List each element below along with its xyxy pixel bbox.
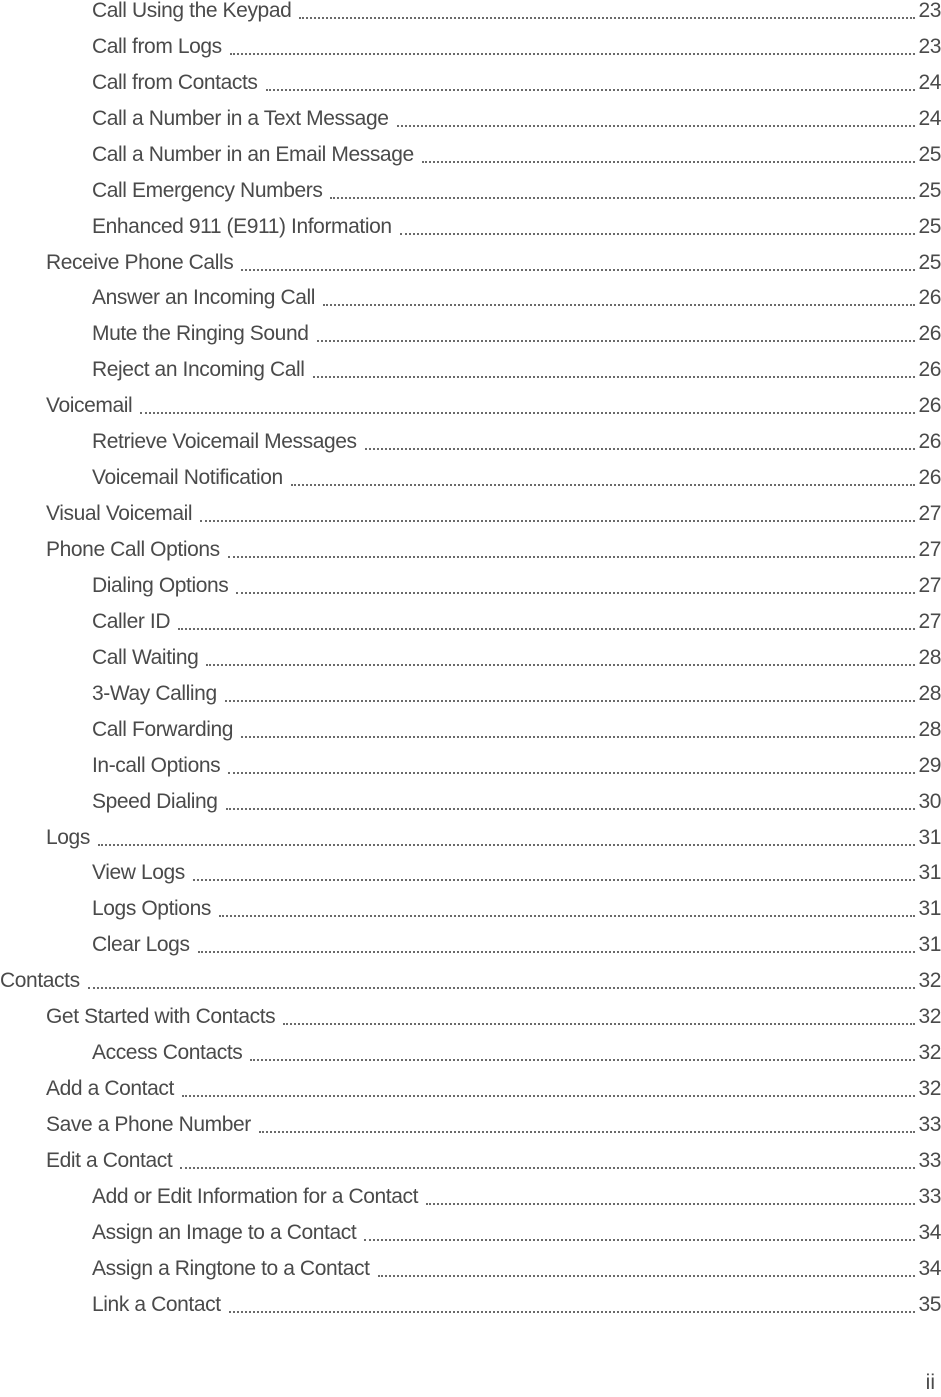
toc-dot-leader bbox=[236, 591, 915, 594]
toc-entry-title[interactable]: Contacts bbox=[0, 969, 80, 993]
toc-entry-title[interactable]: Voicemail bbox=[46, 394, 133, 418]
toc-dot-leader bbox=[426, 1202, 915, 1205]
toc-entry-title[interactable]: Speed Dialing bbox=[92, 789, 218, 813]
toc-entry[interactable] bbox=[0, 568, 941, 604]
toc-page-number[interactable]: 31 bbox=[918, 825, 941, 849]
toc-page-number[interactable]: 33 bbox=[918, 1184, 941, 1208]
toc-entry[interactable] bbox=[0, 65, 941, 101]
toc-entry[interactable] bbox=[0, 927, 941, 963]
toc-entry-title[interactable]: Call from Logs bbox=[92, 34, 222, 58]
toc-entry-title[interactable]: Link a Contact bbox=[92, 1292, 221, 1316]
toc-page-number[interactable]: 34 bbox=[918, 1220, 941, 1244]
toc-page-number[interactable]: 23 bbox=[918, 34, 941, 58]
toc-entry-title[interactable]: 3-Way Calling bbox=[92, 681, 217, 705]
toc-dot-leader bbox=[226, 807, 916, 810]
toc-page-number[interactable]: 32 bbox=[918, 1041, 941, 1065]
toc-page-number[interactable]: 27 bbox=[918, 609, 941, 633]
toc-entry[interactable] bbox=[0, 856, 941, 892]
toc-entry[interactable] bbox=[0, 1143, 941, 1179]
toc-entry-title[interactable]: Add or Edit Information for a Contact bbox=[92, 1184, 419, 1208]
toc-entry[interactable] bbox=[0, 388, 941, 424]
toc-entry[interactable] bbox=[0, 424, 941, 460]
toc-dot-leader bbox=[182, 1094, 916, 1097]
toc-dot-leader bbox=[228, 555, 916, 558]
toc-entry-title[interactable]: Call a Number in a Text Message bbox=[92, 106, 389, 130]
toc-page-number[interactable]: 25 bbox=[918, 214, 941, 238]
toc-page-number[interactable]: 30 bbox=[918, 789, 941, 813]
toc-dot-leader bbox=[180, 1166, 915, 1169]
toc-page-number[interactable]: 25 bbox=[918, 250, 941, 274]
toc-entry[interactable] bbox=[0, 891, 941, 927]
toc-dot-leader bbox=[330, 196, 915, 199]
toc-entry-title[interactable]: View Logs bbox=[92, 861, 185, 885]
toc-entry[interactable] bbox=[0, 29, 941, 65]
toc-entry-title[interactable]: Phone Call Options bbox=[46, 538, 220, 561]
toc-dot-leader bbox=[228, 771, 915, 774]
toc-page-number[interactable]: 25 bbox=[918, 142, 941, 166]
toc-entry[interactable] bbox=[0, 173, 941, 209]
toc-entry[interactable] bbox=[0, 460, 941, 496]
toc-dot-leader bbox=[365, 447, 916, 450]
toc-entry-title[interactable]: Voicemail Notification bbox=[92, 466, 283, 490]
toc-dot-leader bbox=[422, 160, 916, 163]
toc-entry-title[interactable]: Edit a Contact bbox=[46, 1148, 173, 1172]
toc-entry-title[interactable]: Call Waiting bbox=[92, 645, 199, 669]
toc-entry[interactable] bbox=[0, 245, 941, 281]
toc-entry[interactable] bbox=[0, 137, 941, 173]
toc-entry-title[interactable]: Assign a Ringtone to a Contact bbox=[92, 1256, 370, 1280]
toc-entry[interactable] bbox=[0, 604, 941, 640]
toc-dot-leader bbox=[193, 878, 916, 881]
toc-page-number[interactable]: 26 bbox=[918, 394, 941, 418]
toc-page-number[interactable]: 32 bbox=[918, 1005, 941, 1029]
toc-entry-title[interactable]: In-call Options bbox=[92, 753, 221, 777]
toc-page-number[interactable]: 26 bbox=[918, 430, 941, 454]
toc-entry-title[interactable]: Call Forwarding bbox=[92, 717, 234, 741]
toc-dot-leader bbox=[313, 375, 916, 378]
toc-dot-leader bbox=[241, 735, 915, 738]
toc-dot-leader bbox=[323, 303, 915, 306]
toc-page-number[interactable]: 33 bbox=[918, 1148, 941, 1172]
toc-entry[interactable] bbox=[0, 352, 941, 388]
toc-entry-title[interactable]: Call Emergency Numbers bbox=[92, 178, 323, 202]
toc-entry[interactable] bbox=[0, 532, 941, 568]
toc-entry-title[interactable]: Answer an Incoming Call bbox=[92, 286, 316, 310]
toc-entry[interactable] bbox=[0, 1215, 941, 1251]
toc-page-number[interactable]: 24 bbox=[918, 70, 941, 94]
toc-dot-leader bbox=[225, 699, 916, 702]
toc-dot-leader bbox=[317, 339, 916, 342]
toc-entry-title[interactable]: Caller ID bbox=[92, 609, 171, 633]
toc-entry-title[interactable]: Clear Logs bbox=[92, 933, 190, 957]
toc-page-number[interactable]: 23 bbox=[918, 0, 941, 22]
toc-entry-title[interactable]: Access Contacts bbox=[92, 1041, 243, 1065]
toc-entry-title[interactable]: Assign an Image to a Contact bbox=[92, 1220, 357, 1244]
toc-entry-title[interactable]: Call a Number in an Email Message bbox=[92, 142, 414, 166]
toc-entry[interactable] bbox=[0, 963, 941, 999]
toc-dot-leader bbox=[200, 519, 915, 522]
toc-page-number[interactable]: 32 bbox=[918, 1077, 941, 1101]
toc-page-number[interactable]: 27 bbox=[918, 573, 941, 597]
toc-entry[interactable] bbox=[0, 999, 941, 1035]
toc-page-number[interactable]: 26 bbox=[918, 322, 941, 346]
toc-entry-title[interactable]: Mute the Ringing Sound bbox=[92, 322, 309, 346]
toc-entry[interactable] bbox=[0, 1071, 941, 1107]
toc-dot-leader bbox=[206, 663, 915, 666]
toc-entry-title[interactable]: Add a Contact bbox=[46, 1077, 174, 1101]
toc-entry[interactable] bbox=[0, 1287, 941, 1323]
toc-dot-leader bbox=[98, 843, 915, 846]
toc-dot-leader bbox=[259, 1130, 916, 1133]
toc-dot-leader bbox=[178, 627, 915, 630]
toc-page-number[interactable]: 35 bbox=[918, 1292, 941, 1316]
toc-dot-leader bbox=[378, 1274, 916, 1277]
toc-entry-title[interactable]: Logs bbox=[46, 825, 90, 849]
toc-dot-leader bbox=[291, 483, 916, 486]
toc-dot-leader bbox=[230, 52, 916, 55]
toc-entry-title[interactable]: Reject an Incoming Call bbox=[92, 358, 305, 382]
toc-entry-title[interactable]: Call Using the Keypad bbox=[92, 0, 292, 22]
toc-dot-leader bbox=[229, 1310, 916, 1313]
toc-entry-title[interactable]: Visual Voicemail bbox=[46, 502, 193, 526]
toc-page-number[interactable]: 29 bbox=[918, 753, 941, 777]
toc-entry[interactable] bbox=[0, 1035, 941, 1071]
toc-page-number[interactable]: 28 bbox=[918, 645, 941, 669]
toc-entry[interactable] bbox=[0, 496, 941, 532]
toc-entry[interactable] bbox=[0, 1251, 941, 1287]
toc-entry[interactable] bbox=[0, 1107, 941, 1143]
toc-dot-leader bbox=[241, 268, 915, 271]
toc-entry-title[interactable]: Receive Phone Calls bbox=[46, 250, 234, 274]
toc-dot-leader bbox=[250, 1058, 915, 1061]
toc-page-number[interactable]: 28 bbox=[918, 681, 941, 705]
toc-entry[interactable] bbox=[0, 1179, 941, 1215]
toc-entry-title[interactable]: Get Started with Contacts bbox=[46, 1005, 276, 1029]
toc-dot-leader bbox=[400, 232, 916, 235]
toc-entry[interactable] bbox=[0, 748, 941, 784]
toc-dot-leader bbox=[198, 950, 916, 953]
toc-dot-leader bbox=[140, 411, 915, 414]
toc-page-number[interactable]: 32 bbox=[918, 969, 941, 993]
toc-dot-leader bbox=[299, 16, 915, 19]
toc-entry[interactable] bbox=[0, 820, 941, 856]
toc-page-number[interactable]: 25 bbox=[918, 178, 941, 202]
toc-dot-leader bbox=[219, 914, 915, 917]
toc-entry[interactable] bbox=[0, 209, 941, 245]
toc-page-number[interactable]: 26 bbox=[918, 286, 941, 310]
toc-page-number[interactable]: 34 bbox=[918, 1256, 941, 1280]
toc-entry[interactable] bbox=[0, 676, 941, 712]
toc-dot-leader bbox=[88, 986, 916, 989]
toc-page-number[interactable]: 27 bbox=[918, 502, 941, 526]
toc-page-number[interactable]: 31 bbox=[918, 861, 941, 885]
toc-entry-title[interactable]: Call from Contacts bbox=[92, 70, 258, 94]
toc-dot-leader bbox=[283, 1022, 915, 1025]
toc-entry[interactable] bbox=[0, 0, 941, 29]
toc-page-number[interactable]: 31 bbox=[918, 933, 941, 957]
toc-entry[interactable] bbox=[0, 712, 941, 748]
toc-dot-leader bbox=[364, 1238, 915, 1241]
toc-page-number[interactable]: 26 bbox=[918, 358, 941, 382]
toc-page-number[interactable]: 26 bbox=[918, 466, 941, 490]
toc-entry-title[interactable]: Retrieve Voicemail Messages bbox=[92, 430, 357, 454]
toc-entry-title[interactable]: Dialing Options bbox=[92, 573, 229, 597]
toc-entry-title[interactable]: Save a Phone Number bbox=[46, 1113, 251, 1136]
toc-page-number[interactable]: 24 bbox=[918, 106, 941, 130]
toc-entry[interactable] bbox=[0, 640, 941, 676]
toc-page-number[interactable]: 31 bbox=[918, 897, 941, 921]
toc-page-number[interactable]: 27 bbox=[918, 538, 941, 561]
toc-entry[interactable] bbox=[0, 281, 941, 317]
toc-page-number[interactable]: 28 bbox=[918, 717, 941, 741]
toc-entry-title[interactable]: Logs Options bbox=[92, 897, 211, 921]
toc-dot-leader bbox=[397, 124, 916, 127]
toc-page-number[interactable]: 33 bbox=[918, 1113, 941, 1136]
toc-entry[interactable] bbox=[0, 316, 941, 352]
footer-page-number: ii bbox=[925, 1371, 935, 1394]
toc-entry[interactable] bbox=[0, 784, 941, 820]
toc-entry[interactable] bbox=[0, 101, 941, 137]
toc-dot-leader bbox=[266, 88, 916, 91]
toc-entry-title[interactable]: Enhanced 911 (E911) Information bbox=[92, 214, 392, 238]
